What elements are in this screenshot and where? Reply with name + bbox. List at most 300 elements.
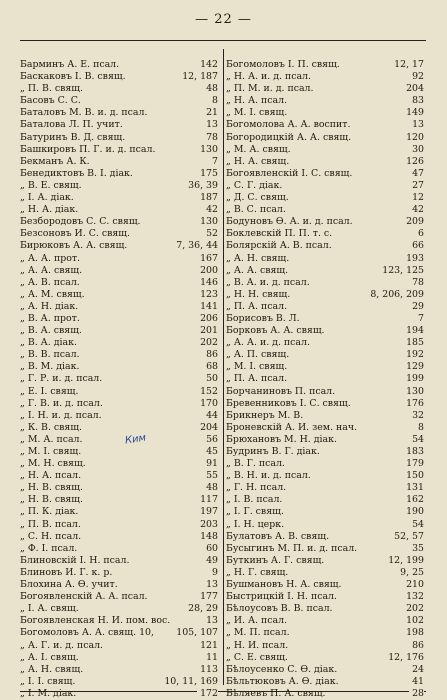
entry-name: „ П. К. діак.	[20, 506, 79, 518]
entry-page-numbers: 201	[197, 325, 218, 337]
index-entry	[20, 192, 220, 204]
entry-page-numbers: 199	[403, 373, 424, 385]
entry-name: „ В. А. свящ.	[20, 325, 82, 337]
entry-page-numbers: 50	[203, 373, 218, 385]
entry-page-numbers: 10, 11, 169	[161, 676, 218, 688]
index-entry	[226, 664, 426, 676]
index-entry	[226, 240, 426, 252]
entry-page-numbers: 12	[409, 192, 424, 204]
entry-page-numbers: 130	[403, 386, 424, 398]
entry-name: Блиновскій І. Н. псал.	[20, 554, 130, 566]
entry-page-numbers: 66	[409, 240, 424, 252]
index-entry	[226, 446, 426, 458]
entry-name: Блохина А. Ѳ. учит.	[20, 579, 118, 591]
entry-name: Боклевскій П. П. т. с.	[226, 228, 333, 240]
entry-name: „ П. В. псал.	[20, 518, 81, 530]
entry-page-numbers: 6	[415, 228, 424, 240]
entry-name: Болярскій А. В. псал.	[226, 240, 332, 252]
entry-name: Бушмановъ Н. А. свящ.	[226, 579, 342, 591]
entry-name: „ А. А. свящ.	[20, 264, 83, 276]
entry-name: „ Д. С. свящ.	[226, 192, 289, 204]
entry-page-numbers: 21	[203, 107, 218, 119]
entry-page-numbers: 204	[197, 422, 218, 434]
entry-name: Баталова Л. П. учит.	[20, 119, 123, 131]
entry-page-numbers: 86	[203, 349, 218, 361]
index-entry	[20, 579, 220, 591]
index-entry	[226, 458, 426, 470]
index-entry	[20, 325, 220, 337]
entry-name: Безбородовъ С. С. свящ.	[20, 216, 141, 228]
index-entry	[20, 543, 220, 555]
entry-name: Батуринъ В. Д. свящ.	[20, 131, 126, 143]
index-entry	[20, 204, 220, 216]
entry-name: Богомоловъ А. А. свящ. 10,	[20, 627, 154, 639]
index-entry	[226, 156, 426, 168]
index-entry	[226, 168, 426, 180]
entry-name: Будринъ В. Г. діак.	[226, 446, 320, 457]
page-number: — 22 —	[195, 12, 252, 27]
entry-name: „ І. Н. и. д. псал.	[20, 409, 102, 421]
entry-name: „ Н. А. и. д. псал.	[226, 71, 311, 83]
entry-page-numbers: 203	[197, 519, 218, 531]
entry-name: „ І. А. свящ.	[20, 603, 79, 615]
entry-name: Борковъ А. А. свящ.	[226, 325, 325, 337]
index-entry	[20, 240, 220, 252]
entry-name: „ Н. В. свящ.	[20, 482, 83, 494]
entry-name: Безсоновъ И. С. свящ.	[20, 228, 130, 240]
entry-name: Буткинъ А. Г. свящ.	[226, 554, 325, 566]
index-entry	[20, 83, 220, 95]
index-entry	[20, 253, 220, 265]
entry-page-numbers: 49	[203, 555, 218, 567]
entry-page-numbers: 167	[197, 253, 218, 265]
entry-page-numbers: 209	[403, 216, 424, 228]
entry-page-numbers: 12, 176	[385, 652, 424, 664]
entry-page-numbers: 187	[197, 192, 218, 204]
entry-name: Бусыгинъ М. П. и. д. псал.	[226, 542, 358, 554]
index-entry	[20, 482, 220, 494]
index-entry	[20, 494, 220, 506]
index-entry	[226, 688, 426, 700]
index-entry	[20, 652, 220, 664]
index-entry	[226, 192, 426, 204]
index-entry	[20, 591, 220, 603]
entry-name: „ П. В. свящ.	[20, 83, 83, 95]
entry-page-numbers: 129	[403, 361, 424, 373]
index-entry	[20, 180, 220, 192]
entry-page-numbers: 130	[197, 216, 218, 228]
entry-name: „ М. Н. свящ.	[20, 458, 86, 470]
entry-page-numbers: 190	[403, 506, 424, 518]
entry-page-numbers: 105, 107	[173, 627, 218, 639]
entry-page-numbers: 123	[197, 289, 218, 301]
entry-name: Борчаниновъ П. псал.	[226, 385, 336, 397]
index-entry	[226, 349, 426, 361]
index-entry	[20, 410, 220, 422]
entry-page-numbers: 41	[409, 676, 424, 688]
index-entry	[226, 228, 426, 240]
entry-name: „ М. А. псал.	[20, 433, 83, 445]
entry-name: „ Г. Н. псал.	[226, 482, 287, 494]
entry-name: „ І. Г. свящ.	[226, 506, 284, 518]
entry-name: „ М. І. свящ.	[226, 107, 288, 119]
entry-name: „ А. А. прот.	[20, 252, 81, 264]
entry-page-numbers: 12, 199	[385, 555, 424, 567]
index-entry	[226, 591, 426, 603]
entry-name: Богомолова А. А. воспит.	[226, 119, 351, 131]
entry-name: „ В. М. діак.	[20, 361, 80, 373]
entry-page-numbers: 47	[409, 168, 424, 180]
entry-page-numbers: 120	[403, 132, 424, 144]
index-entry	[226, 204, 426, 216]
index-entry	[20, 107, 220, 119]
entry-name: „ Н. А. свящ.	[226, 155, 290, 167]
entry-name: „ К. В. свящ.	[20, 421, 83, 433]
entry-page-numbers: 7	[415, 313, 424, 325]
entry-page-numbers: 142	[197, 59, 218, 71]
entry-page-numbers: 121	[197, 640, 218, 652]
index-entry	[226, 325, 426, 337]
entry-page-numbers: 197	[197, 506, 218, 518]
entry-page-numbers: 83	[409, 95, 424, 107]
entry-name: Блиновъ И. Г. к. р.	[20, 566, 113, 578]
index-entry	[226, 83, 426, 95]
index-entry	[226, 132, 426, 144]
index-entry	[20, 446, 220, 458]
entry-name: Бревенниковъ І. С. свящ.	[226, 397, 351, 409]
entry-page-numbers: 8	[415, 422, 424, 434]
index-frame	[20, 40, 426, 699]
entry-page-numbers: 7	[209, 156, 218, 168]
index-entry	[226, 216, 426, 228]
index-entry	[20, 156, 220, 168]
entry-page-numbers: 27	[409, 180, 424, 192]
entry-name: „ А. Н. діак.	[20, 300, 79, 312]
index-entry	[226, 603, 426, 615]
entry-page-numbers: 172	[197, 688, 218, 700]
entry-page-numbers: 8, 206, 209	[367, 289, 424, 301]
index-entry	[226, 301, 426, 313]
entry-page-numbers: 123, 125	[379, 265, 424, 277]
entry-page-numbers: 113	[197, 664, 218, 676]
entry-name: Богоявленская Н. И. пом. вос.	[20, 615, 171, 627]
entry-page-numbers: 28	[409, 688, 424, 700]
entry-page-numbers: 202	[403, 603, 424, 615]
index-entry	[20, 132, 220, 144]
entry-page-numbers: 91	[203, 458, 218, 470]
index-entry	[20, 531, 220, 543]
entry-page-numbers: 29	[409, 301, 424, 313]
index-entry	[226, 470, 426, 482]
index-entry	[226, 422, 426, 434]
entry-page-numbers: 42	[203, 204, 218, 216]
entry-page-numbers: 206	[197, 313, 218, 325]
entry-page-numbers: 11	[203, 652, 218, 664]
index-entry	[20, 373, 220, 385]
entry-page-numbers: 204	[403, 83, 424, 95]
entry-page-numbers: 28, 29	[185, 603, 218, 615]
entry-name: „ І. Н. церк.	[226, 518, 285, 530]
right-column	[226, 59, 426, 700]
index-entry	[226, 410, 426, 422]
entry-name: „ В. А. и. д. псал.	[226, 276, 310, 288]
index-entry	[226, 277, 426, 289]
index-entry	[226, 107, 426, 119]
entry-name: Бѣляевъ П. А. свящ.	[226, 687, 326, 699]
entry-name: Богоявленскій А. А. псал.	[20, 591, 148, 603]
entry-page-numbers: 55	[203, 470, 218, 482]
entry-page-numbers: 12, 187	[179, 71, 218, 83]
entry-name: „ І. В. псал.	[226, 494, 283, 506]
entry-page-numbers: 32	[409, 410, 424, 422]
entry-name: „ С. Г. діак.	[226, 179, 283, 191]
entry-page-numbers: 92	[409, 71, 424, 83]
entry-name: Богородицкій А. А. свящ.	[226, 131, 352, 143]
entry-name: „ С. Н. псал.	[20, 530, 82, 542]
entry-page-numbers: 185	[403, 337, 424, 349]
entry-page-numbers: 102	[403, 615, 424, 627]
entry-name: „ І. М. діак.	[20, 687, 77, 699]
index-entry	[226, 506, 426, 518]
index-entry	[20, 519, 220, 531]
entry-name: „ В. А. прот.	[20, 312, 80, 324]
index-entry	[226, 627, 426, 639]
entry-name: Баскаковъ І. В. свящ.	[20, 71, 126, 83]
entry-page-numbers: 13	[203, 579, 218, 591]
index-entry	[20, 676, 220, 688]
index-entry	[226, 59, 426, 71]
entry-name: Басовъ С. С.	[20, 95, 81, 107]
entry-page-numbers: 42	[409, 204, 424, 216]
entry-page-numbers: 86	[409, 640, 424, 652]
entry-page-numbers: 152	[197, 386, 218, 398]
entry-name: „ А. А. и. д. псал.	[226, 337, 310, 349]
entry-name: „ Г. Р. и. д. псал.	[20, 373, 103, 385]
entry-page-numbers: 44	[203, 410, 218, 422]
entry-page-numbers: 36, 39	[185, 180, 218, 192]
entry-name: „ А. Г. и. д. псал.	[20, 639, 104, 651]
index-entry	[20, 688, 220, 700]
entry-name: „ А. Н. свящ.	[226, 252, 290, 264]
entry-name: „ Е. І. свящ.	[20, 385, 79, 397]
entry-page-numbers: 210	[403, 579, 424, 591]
entry-page-numbers: 13	[203, 119, 218, 131]
index-entry	[226, 373, 426, 385]
index-entry	[20, 615, 220, 627]
index-entry	[226, 289, 426, 301]
entry-name: „ М. І. свящ.	[226, 361, 288, 373]
entry-page-numbers: 146	[197, 277, 218, 289]
index-entry	[226, 144, 426, 156]
entry-name: Башкировъ П. Г. и. д. псал.	[20, 143, 156, 155]
entry-page-numbers: 132	[403, 591, 424, 603]
index-entry	[226, 386, 426, 398]
entry-name: Баталовъ М. В. и. д. псал.	[20, 107, 148, 119]
entry-page-numbers: 24	[409, 664, 424, 676]
entry-name: „ М. А. свящ.	[226, 143, 291, 155]
entry-page-numbers: 130	[197, 144, 218, 156]
entry-name: „ Н. В. свящ.	[20, 494, 83, 506]
index-entry	[20, 265, 220, 277]
entry-page-numbers: 194	[403, 325, 424, 337]
index-entry	[226, 398, 426, 410]
entry-name: „ Ф. І. псал.	[20, 542, 78, 554]
index-entry	[226, 579, 426, 591]
index-entry	[20, 386, 220, 398]
entry-name: „ Н. И. псал.	[226, 639, 289, 651]
entry-name: „ А. В. псал.	[20, 276, 80, 288]
entry-name: „ В. А. діак.	[20, 337, 77, 349]
entry-page-numbers: 117	[197, 494, 218, 506]
entry-page-numbers: 170	[197, 398, 218, 410]
index-entry	[20, 470, 220, 482]
index-entry	[20, 228, 220, 240]
index-entry	[20, 168, 220, 180]
index-entry	[226, 640, 426, 652]
entry-name: „ Н. Н. свящ.	[226, 288, 291, 300]
left-column	[20, 59, 220, 700]
entry-page-numbers: 162	[403, 494, 424, 506]
entry-page-numbers: 56	[203, 434, 218, 446]
index-entry	[20, 398, 220, 410]
entry-page-numbers: 13	[409, 119, 424, 131]
index-entry	[20, 337, 220, 349]
entry-name: Булатовъ А. В. свящ.	[226, 530, 330, 542]
entry-page-numbers: 12, 17	[391, 59, 424, 71]
entry-page-numbers: 177	[197, 591, 218, 603]
entry-page-numbers: 48	[203, 83, 218, 95]
entry-page-numbers: 7, 36, 44	[173, 240, 218, 252]
entry-page-numbers: 54	[409, 519, 424, 531]
index-entry	[226, 119, 426, 131]
entry-name: „ В. Е. свящ.	[20, 179, 82, 191]
entry-name: „ П. А. псал.	[226, 300, 288, 312]
entry-page-numbers: 30	[409, 144, 424, 156]
entry-name: „ А. М. свящ.	[20, 288, 85, 300]
index-entry	[20, 289, 220, 301]
entry-name: „ М. П. псал.	[226, 627, 290, 639]
entry-page-numbers: 150	[403, 470, 424, 482]
index-entry	[226, 652, 426, 664]
entry-name: „ С. Е. свящ.	[226, 651, 288, 663]
index-entry	[226, 543, 426, 555]
index-entry	[20, 664, 220, 676]
index-entry	[226, 180, 426, 192]
entry-page-numbers: 45	[203, 446, 218, 458]
entry-page-numbers: 68	[203, 361, 218, 373]
entry-name: „ А. І. свящ.	[20, 651, 79, 663]
index-entry	[20, 301, 220, 313]
index-entry	[20, 422, 220, 434]
entry-name: Богоявленскій І. С. свящ.	[226, 167, 353, 179]
entry-name: Барминъ А. Е. псал.	[20, 59, 120, 70]
index-entry	[20, 216, 220, 228]
entry-page-numbers: 9, 25	[397, 567, 424, 579]
index-entry	[226, 265, 426, 277]
entry-page-numbers: 149	[403, 107, 424, 119]
entry-name: Быстрицкій І. Н. псал.	[226, 591, 337, 603]
index-entry	[226, 337, 426, 349]
entry-name: Броневскій А. И. зем. нач.	[226, 421, 358, 433]
entry-name: „ І. І. свящ.	[20, 675, 76, 687]
entry-name: „ И. А. псал.	[226, 615, 288, 627]
column-divider	[223, 49, 224, 685]
index-entry	[20, 567, 220, 579]
entry-page-numbers: 131	[403, 482, 424, 494]
entry-name: „ А. П. свящ.	[226, 349, 290, 361]
entry-page-numbers: 78	[409, 277, 424, 289]
entry-name: „ М. І. свящ.	[20, 446, 82, 457]
index-entry	[226, 555, 426, 567]
entry-name: Бирюковъ А. А. свящ.	[20, 240, 128, 252]
index-entry	[226, 71, 426, 83]
entry-page-numbers: 200	[197, 265, 218, 277]
entry-page-numbers: 183	[403, 446, 424, 458]
entry-name: „ В. В. псал.	[20, 349, 80, 361]
index-entry	[20, 627, 220, 639]
entry-page-numbers: 141	[197, 301, 218, 313]
index-entry	[20, 640, 220, 652]
entry-page-numbers: 48	[203, 482, 218, 494]
index-entry	[226, 615, 426, 627]
entry-name: „ А. Н. свящ.	[20, 663, 84, 675]
entry-page-numbers: 52, 57	[391, 531, 424, 543]
entry-page-numbers: 78	[203, 132, 218, 144]
index-entry	[20, 119, 220, 131]
entry-name: Бѣлоусенко С. Ѳ. діак.	[226, 663, 338, 675]
entry-page-numbers: 148	[197, 531, 218, 543]
entry-page-numbers: 8	[209, 95, 218, 107]
index-entry	[20, 458, 220, 470]
entry-name: „ П. А. псал.	[226, 373, 288, 385]
entry-name: Бенедиктовъ В. І. діак.	[20, 167, 133, 179]
index-entry	[20, 71, 220, 83]
index-entry	[226, 95, 426, 107]
index-entry	[20, 555, 220, 567]
index-entry	[226, 361, 426, 373]
index-entry	[226, 531, 426, 543]
entry-name: Борисовъ В. Л.	[226, 312, 300, 324]
entry-name: Богомоловъ І. П. свящ.	[226, 59, 340, 70]
index-entry	[226, 519, 426, 531]
entry-page-numbers: 60	[203, 543, 218, 555]
index-entry	[226, 253, 426, 265]
entry-page-numbers: 175	[197, 168, 218, 180]
index-entry	[20, 144, 220, 156]
entry-name: „ Н. А. псал.	[226, 95, 288, 107]
entry-name: „ А. А. свящ.	[226, 264, 289, 276]
entry-page-numbers: 13	[203, 615, 218, 627]
entry-page-numbers: 126	[403, 156, 424, 168]
index-entry	[20, 59, 220, 71]
entry-page-numbers: 54	[409, 434, 424, 446]
entry-name: Брикнеръ М. В.	[226, 409, 304, 421]
entry-name: Бѣлоусовъ В. В. псал.	[226, 603, 333, 615]
index-entry	[20, 506, 220, 518]
entry-name: „ І. А. діак.	[20, 192, 74, 204]
entry-name: Бекманъ А. К.	[20, 155, 90, 167]
index-entry	[20, 434, 220, 446]
index-entry	[226, 313, 426, 325]
entry-page-numbers: 198	[403, 627, 424, 639]
entry-name: „ П. М. и. д. псал.	[226, 83, 314, 95]
entry-page-numbers: 35	[409, 543, 424, 555]
entry-name: „ В. Н. и. д. псал.	[226, 470, 311, 482]
entry-name: Бодуновъ Ѳ. А. и. д. псал.	[226, 216, 353, 228]
entry-name: „ В. С. псал.	[226, 204, 286, 216]
entry-page-numbers: 179	[403, 458, 424, 470]
entry-name: „ В. Г. псал.	[226, 458, 285, 470]
